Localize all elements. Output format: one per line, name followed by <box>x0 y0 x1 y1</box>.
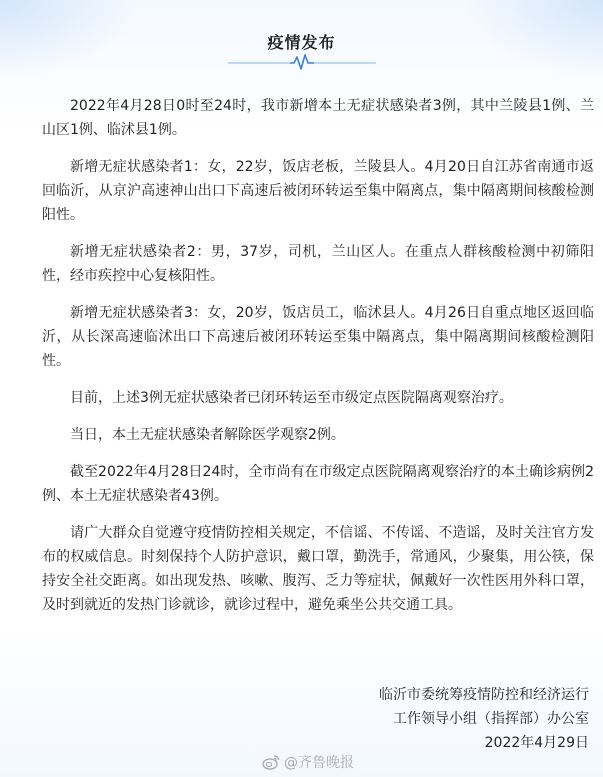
heartbeat-divider-icon <box>228 53 376 71</box>
watermark-text: @齐鲁晚报 <box>284 755 354 771</box>
signature-block <box>379 683 589 755</box>
signature-org-line1: 临沂市委统筹疫情防控和经济运行 <box>379 687 589 703</box>
watermark <box>262 752 354 772</box>
paragraph-summary: 2022年4月28日0时至24时，我市新增本土无症状感染者3例，其中兰陵县1例、兰山区1例、临沭县1例。 <box>42 98 594 138</box>
paragraph-case-3: 新增无症状感染者3：女，20岁，饭店员工，临沭县人。4月26日自重点地区返回临沂，从长深高速临沭出口下高速后被闭环转运至集中隔离点，集中隔离期间核酸检测阳性。 <box>42 305 594 369</box>
paragraph-case-2: 新增无症状感染者2：男，37岁，司机，兰山区人。在重点人群核酸检测中初筛阳性，经市疾控中心复核阳性。 <box>42 244 594 284</box>
paragraph-release: 当日，本土无症状感染者解除医学观察2例。 <box>70 427 345 443</box>
paragraph-advice: 请广大群众自觉遵守疫情防控相关规定，不信谣、不传谣、不造谣，及时关注官方发布的权威信息。时刻保持个人防护意识，戴口罩，勤洗手，常通风，少聚集，用公筷，保持安全社交距离。如出现发热、咳嗽、腹泻、乏力等症状，佩戴好一次性医用外科口罩，及时到就近的发热门诊就诊，就诊过程中，避免乘坐公共交通工具。 <box>42 525 594 613</box>
notice-body <box>42 94 594 630</box>
paragraph-transfer: 目前，上述3例无症状感染者已闭环转运至市级定点医院隔离观察治疗。 <box>70 390 513 406</box>
signature-date: 2022年4月29日 <box>484 735 589 751</box>
weibo-icon <box>262 754 280 770</box>
paragraph-case-1: 新增无症状感染者1：女，22岁，饭店老板，兰陵县人。4月20日自江苏省南通市返回临沂，从京沪高速神山出口下高速后被闭环转运至集中隔离点，集中隔离期间核酸检测阳性。 <box>42 159 594 223</box>
page-title: 疫情发布 <box>267 33 336 52</box>
signature-org-line2: 工作领导小组（指挥部）办公室 <box>393 711 589 727</box>
paragraph-totals: 截至2022年4月28日24时，全市尚有在市级定点医院隔离观察治疗的本土确诊病例2例、本土无症状感染者43例。 <box>42 464 594 504</box>
